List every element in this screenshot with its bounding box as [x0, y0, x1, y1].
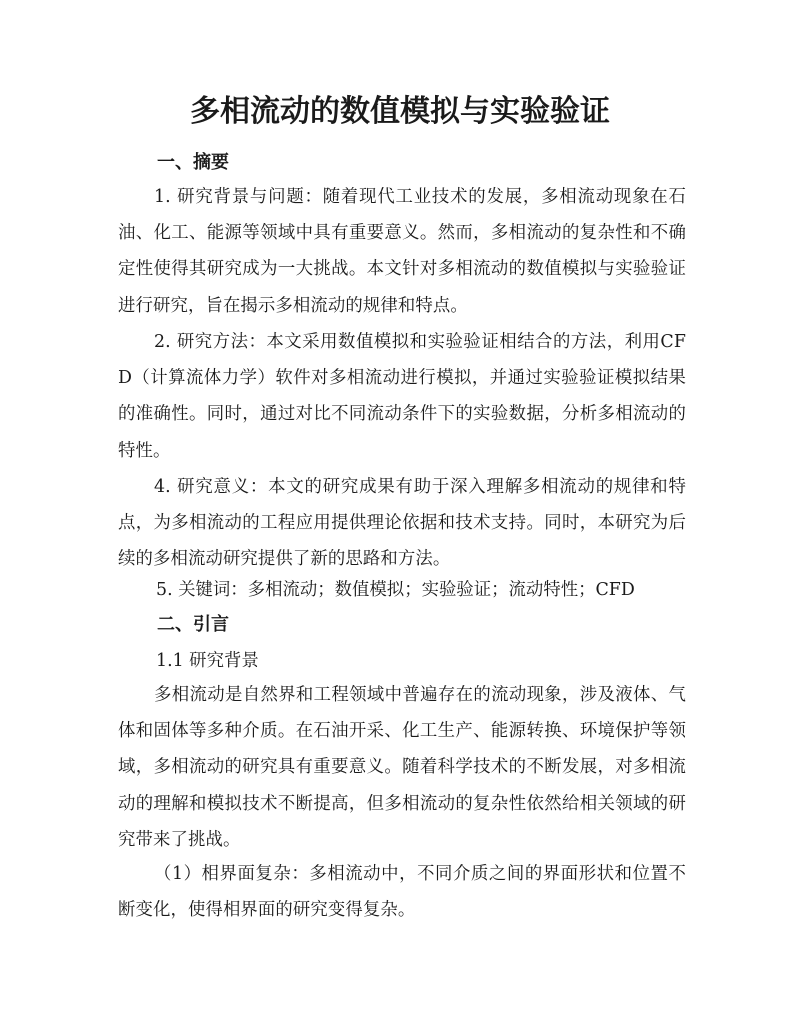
subsection-heading-background: 1.1 研究背景 — [156, 651, 259, 671]
abstract-item-significance: 4. 研究意义：本文的研究成果有助于深入理解多相流动的规律和特点，为多相流动的工程应用提供理论依据和技术支持。同时，本研究为后续的多相流动研究提供了新的思路和方法。 — [118, 477, 686, 570]
abstract-item-background: 1. 研究背景与问题：随着现代工业技术的发展，多相流动现象在石油、化工、能源等领域中具有重要意义。然而，多相流动的复杂性和不确定性使得其研究成为一大挑战。本文针对多相流动的数值模拟与实验验证进行研究，旨在揭示多相流动的规律和特点。 — [118, 187, 686, 316]
abstract-keywords: 5. 关键词：多相流动；数值模拟；实验验证；流动特性；CFD — [156, 580, 635, 600]
abstract-item-method: 2. 研究方法：本文采用数值模拟和实验验证相结合的方法，利用CFD（计算流体力学）软件对多相流动进行模拟，并通过实验验证模拟结果的准确性。同时，通过对比不同流动条件下的实验数据，分析多相流动的特性。 — [118, 332, 686, 461]
section-heading-introduction: 二、引言 — [157, 614, 229, 635]
document-title: 多相流动的数值模拟与实验验证 — [190, 94, 610, 129]
introduction-paragraph: 多相流动是自然界和工程领域中普遍存在的流动现象，涉及液体、气体和固体等多种介质。在石油开采、化工生产、能源转换、环境保护等领域，多相流动的研究具有重要意义。随着科学技术的不断发展，对多相流动的理解和模拟技术不断提高，但多相流动的复杂性依然给相关领域的研究带来了挑战。 — [118, 685, 686, 850]
introduction-point-1: （1）相界面复杂：多相流动中，不同介质之间的界面形状和位置不断变化，使得相界面的研究变得复杂。 — [118, 864, 686, 921]
section-heading-abstract: 一、摘要 — [157, 152, 229, 173]
